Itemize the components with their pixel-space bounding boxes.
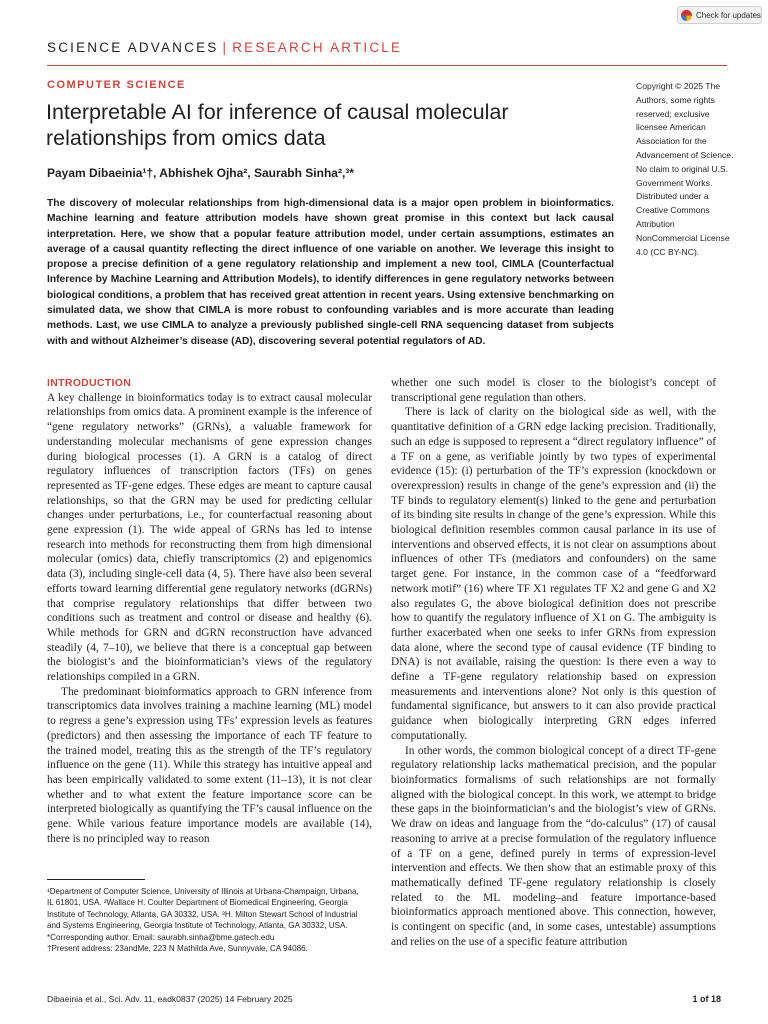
paragraph: In other words, the common biological concept of a direct TF-gene regulatory relationship lacks mathematical precision, and the popular bioinformatics formalisms of such relationships are not formally aligned with the biological concept. In this work, we attempt to bridge these gaps in the bioinformatician’s and the biologist’s view of GRNs. We draw on ideas and language from the “do-calculus” (17) of causal reasoning to arrive at a precise formulation of the regulatory influence of a TF on a gene, defined purely in terms of expression-level intervention and effects. We then show that an estimable proxy of this mathematically defined TF-gene regulatory relationship is closely related to the ML modeling–and feature importance-based bioinformatics approach mentioned above. This connection, however, is contingent on specific (and, in some cases, untestable) assumptions and relies on the use of a specific feature attribution <box>391 744 716 948</box>
crossmark-icon <box>681 10 692 21</box>
corresponding-author: *Corresponding author. Email: saurabh.sinha@bme.gatech.edu <box>47 932 275 942</box>
section-heading-introduction: INTRODUCTION <box>47 377 132 389</box>
check-for-updates-label: Check for updates <box>696 10 761 20</box>
author-list: Payam Dibaeinia¹†, Abhishek Ojha², Saurabh Sinha²,³* <box>47 166 354 180</box>
body-column-right <box>391 376 716 949</box>
article-title: Interpretable AI for inference of causal molecular relationships from omics data <box>46 100 509 150</box>
paragraph: The predominant bioinformatics approach to GRN inference from transcriptomics data involves training a machine learning (ML) model to regress a gene’s expression using TFs’ expression levels as features (predictors) and then assessing the importance of each TF feature to the trained model, treating this as the strength of the TF’s regulatory influence on the gene (11). While this strategy has intuitive appeal and has been empirically validated to some extent (11–13), it is not clear whether and to what extent the feature importance score can be interpreted biologically as quantifying the TF’s causal influence on the gene. While various feature importance models are available (14), there is no principled way to reason <box>47 685 372 845</box>
abstract: The discovery of molecular relationships from high-dimensional data is a major open problem in bioinformatics. Machine learning and feature attribution models have shown great promise in this context but lack causal interpretation. Here, we show that a popular feature attribution model, under certain assumptions, estimates an average of a causal quantity reflecting the direct influence of one variable on another. We leverage this insight to propose a precise definition of a gene regulatory relationship and implement a new tool, CIMLA (Counterfactual Inference by Machine Learning and Attribution Models), to identify differences in gene regulatory networks between biological conditions, a problem that has received great attention in recent years. Using extensive benchmarking on simulated data, we show that CIMLA is more robust to confounding variables and is more accurate than leading methods. Last, we use CIMLA to analyze a previously published single-cell RNA sequencing dataset from subjects with and without Alzheimer’s disease (AD), discovering several potential regulators of AD. <box>47 198 614 347</box>
affiliations: ¹Department of Computer Science, University of Illinois at Urbana-Champaign, Urbana, IL 61801, USA. ²Wallace H. Coulter Department of Biomedical Engineering, Georgia Institute of Technology, Atlanta, GA 30332, USA. ³H. Milton Stewart School of Industrial and Systems Engineering, Georgia Institute of Technology, Atlanta, GA 30332, USA. <box>47 887 359 931</box>
header-rule <box>47 65 727 66</box>
page-number: 1 of 18 <box>692 994 721 1004</box>
paragraph: whether one such model is closer to the biologist’s concept of transcriptional gene regulation than others. <box>391 377 716 404</box>
header-separator: | <box>222 40 229 55</box>
paragraph: A key challenge in bioinformatics today is to extract causal molecular relationships from omics data. A prominent example is the inference of “gene regulatory networks” (GRNs), a valuable framework for understanding molecular mechanisms of gene expression changes during biological processes (1). A GRN is a catalog of direct regulatory influences of transcription factors (TFs) on genes represented as TF-gene edges. These edges are meant to capture causal relationships, so that the GRN may be used for predicting cellular changes under perturbations, i.e., for counterfactual reasoning about gene expression (1). The wide appeal of GRNs has led to intense research into methods for reconstructing them from high dimensional molecular (omics) data, chiefly transcriptomics (2) and epigenomics data (3), including single-cell data (4, 5). There have also been several efforts toward learning differential gene regulatory networks (dGRNs) that comprise regulatory relationships that differ between two conditions such as treatment and control or disease and healthy (6). While methods for GRN and dGRN reconstruction have advanced steadily (4, 7–10), we believe that there is a conceptual gap between the biologist’s and the bioinformatician’s views of the regulatory relationships compiled in a GRN. <box>47 391 372 684</box>
footnote-rule <box>47 879 145 880</box>
footnotes <box>47 886 367 954</box>
copyright-notice: Copyright © 2025 The Authors, some rights reserved; exclusive licensee American Association for the Advancement of Science. No claim to original U.S. Government Works. Distributed under a Creative Commons Attribution NonCommercial License 4.0 (CC BY-NC). <box>636 81 734 257</box>
body-column-left <box>47 376 372 847</box>
check-for-updates-button[interactable] <box>677 6 762 24</box>
paragraph: There is lack of clarity on the biological side as well, with the quantitative definition of a GRN edge lacking precision. Traditionally, such an edge is supposed to represent a “direct regulatory influence” of a TF on a gene, as verifiable jointly by two types of experimental evidence (15): (i) perturbation of the TF’s expression (knockdown or overexpression) results in change of the gene’s expression and (ii) the TF binds to regulatory element(s) linked to the gene and perturbation of its binding site results in change of the gene’s expression. While this biological definition resembles common causal parlance in its use of interventions and observed effects, it is not clear on assumptions about influences of other TFs (mediators and confounders) on the same target gene. For instance, in the common case of a “feedforward network motif” (16) where TF X1 regulates TF X2 and gene G and X2 also regulates G, the above biological definition does not prescribe how to quantify the regulatory influence of X1 on G. The ambiguity is further exacerbated when one seeks to infer GRNs from expression data alone, where the second type of causal evidence (TF binding to DNA) is not available, raising the question: Is there even a way to define a TF-gene regulatory relationship based on expression measurements and interventions alone? Not only is this question of fundamental significance, but answers to it can also provide practical guidance when biologically interpreting GRN edges inferred computationally. <box>391 406 716 742</box>
journal-name: SCIENCE ADVANCES <box>47 40 219 55</box>
present-address: †Present address: 23andMe, 223 N Mathilda Ave, Sunnyvale, CA 94086. <box>47 944 308 954</box>
journal-header <box>47 40 402 55</box>
citation-footer: Dibaeinia et al., Sci. Adv. 11, eadk0837 (2025) 14 February 2025 <box>47 994 293 1004</box>
article-type: RESEARCH ARTICLE <box>232 40 403 55</box>
subject-category: COMPUTER SCIENCE <box>47 79 186 91</box>
